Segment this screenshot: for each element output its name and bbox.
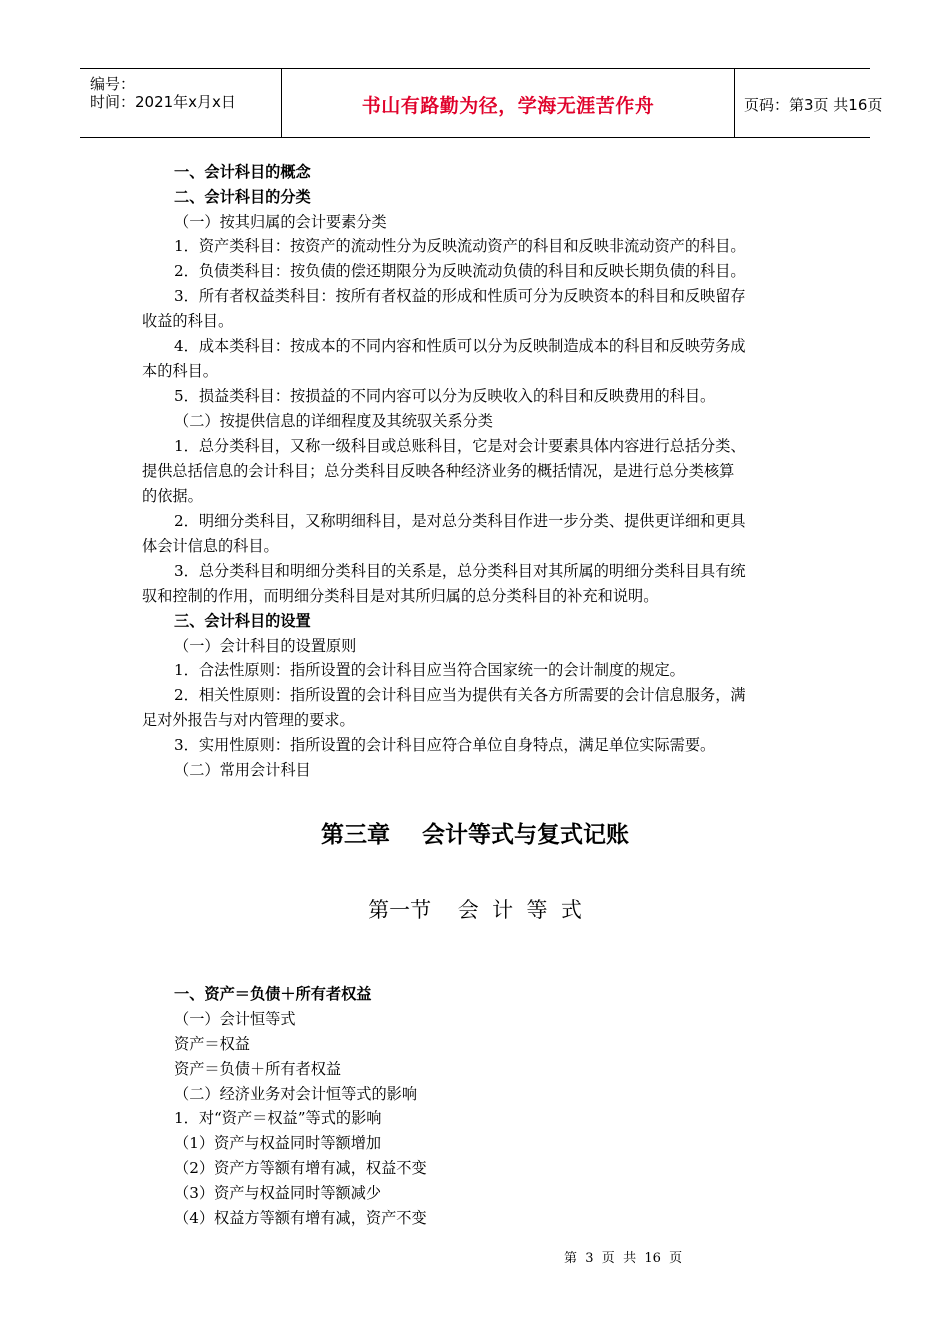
header-left-cell <box>80 69 281 137</box>
chapter-title: 第三章 会计等式与复式记账 <box>320 822 630 848</box>
heading-classification: 二、会计科目的分类 <box>174 188 311 206</box>
header-motto: 书山有路勤为径，学海无涯苦作舟 <box>361 95 655 117</box>
header-motto-cell <box>281 69 735 137</box>
paragraph-line: 1．合法性原则：指所设置的会计科目应当符合国家统一的会计制度的规定。 <box>174 661 685 679</box>
heading-equation: 一、资产＝负债＋所有者权益 <box>174 985 372 1003</box>
paragraph-line: 2．相关性原则：指所设置的会计科目应当为提供有关各方所需要的会计信息服务，满 <box>174 686 746 704</box>
document-number-label: 编号： <box>90 75 136 93</box>
subheading: （一）会计恒等式 <box>174 1010 296 1028</box>
paragraph-line: 提供总括信息的会计科目；总分类科目反映各种经济业务的概括情况，是进行总分类核算 <box>142 462 735 480</box>
section-title: 第一节 会 计 等 式 <box>368 898 582 922</box>
list-item: （3）资产与权益同时等额减少 <box>174 1184 382 1202</box>
equation-line: 资产＝权益 <box>174 1035 250 1053</box>
paragraph-line: 收益的科目。 <box>142 312 234 330</box>
list-item: （2）资产方等额有增有减，权益不变 <box>174 1159 427 1177</box>
paragraph-line: 体会计信息的科目。 <box>142 537 279 555</box>
paragraph-line: 3．实用性原则：指所设置的会计科目应符合单位自身特点，满足单位实际需要。 <box>174 736 716 754</box>
paragraph-line: 3．总分类科目和明细分类科目的关系是，总分类科目对其所属的明细分类科目具有统 <box>174 562 746 580</box>
paragraph-line: 1．资产类科目：按资产的流动性分为反映流动资产的科目和反映非流动资产的科目。 <box>174 237 746 255</box>
header-page-label: 页码：第3页 共16页 <box>744 96 883 114</box>
paragraph-line: 驭和控制的作用，而明细分类科目是对其所归属的总分类科目的补充和说明。 <box>142 587 659 605</box>
page-footer: 第 3 页 共 16 页 <box>564 1251 683 1266</box>
page-header <box>80 68 883 138</box>
document-time-label: 时间：2021年x月x日 <box>90 93 236 111</box>
paragraph-line: 1．对“资产＝权益”等式的影响 <box>174 1109 382 1127</box>
paragraph-line: 5．损益类科目：按损益的不同内容可以分为反映收入的科目和反映费用的科目。 <box>174 387 716 405</box>
equation-line: 资产＝负债＋所有者权益 <box>174 1060 342 1078</box>
subheading: （二）按提供信息的详细程度及其统驭关系分类 <box>174 412 493 430</box>
paragraph-line: 4．成本类科目：按成本的不同内容和性质可以分为反映制造成本的科目和反映劳务成 <box>174 337 746 355</box>
paragraph-line: 1．总分类科目，又称一级科目或总账科目，它是对会计要素具体内容进行总括分类、 <box>174 437 746 455</box>
list-item: （1）资产与权益同时等额增加 <box>174 1134 382 1152</box>
paragraph-line: 本的科目。 <box>142 362 218 380</box>
subheading: （二）经济业务对会计恒等式的影响 <box>174 1085 417 1103</box>
paragraph-line: 3．所有者权益类科目：按所有者权益的形成和性质可分为反映资本的科目和反映留存 <box>174 287 746 305</box>
subheading: （二）常用会计科目 <box>174 761 311 779</box>
subheading: （一）会计科目的设置原则 <box>174 637 357 655</box>
paragraph-line: 2．明细分类科目，又称明细科目，是对总分类科目作进一步分类、提供更详细和更具 <box>174 512 746 530</box>
header-right-cell <box>734 69 883 137</box>
list-item: （4）权益方等额有增有减，资产不变 <box>174 1209 427 1227</box>
heading-setup: 三、会计科目的设置 <box>174 612 311 630</box>
subheading: （一）按其归属的会计要素分类 <box>174 213 387 231</box>
paragraph-line: 的依据。 <box>142 487 203 505</box>
paragraph-line: 足对外报告与对内管理的要求。 <box>142 711 355 729</box>
heading-concept: 一、会计科目的概念 <box>174 163 311 181</box>
paragraph-line: 2．负债类科目：按负债的偿还期限分为反映流动负债的科目和反映长期负债的科目。 <box>174 262 746 280</box>
